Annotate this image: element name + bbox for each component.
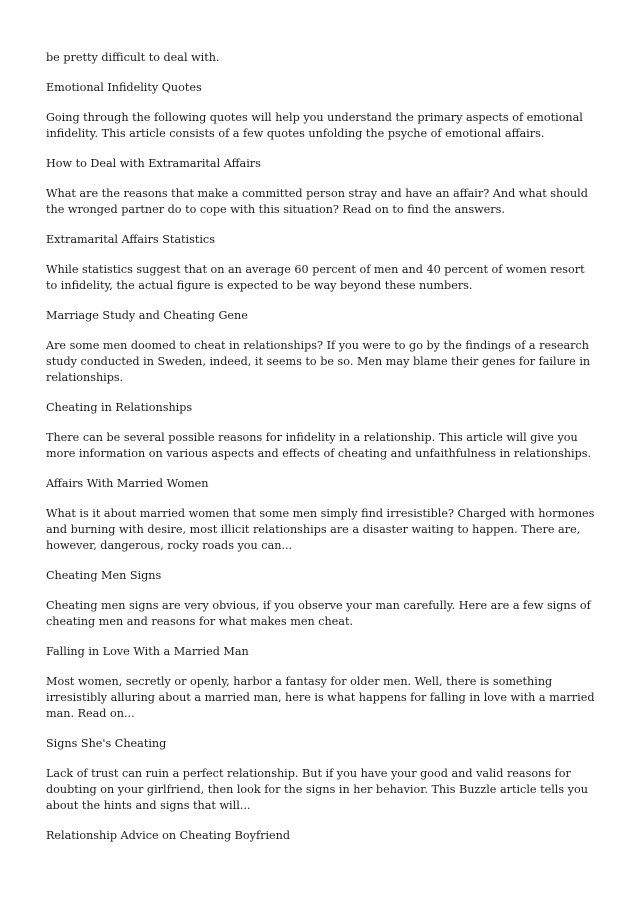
section-title: Falling in Love With a Married Man <box>46 645 249 658</box>
section-title: Cheating in Relationships <box>46 401 193 414</box>
section-body: Are some men doomed to cheat in relationships? If you were to go by the findings of a research study conducted in Sweden, indeed, it seems to be so. Men may blame their genes for failure in relationships. <box>46 339 591 384</box>
section-body: Cheating men signs are very obvious, if you observe your man carefully. Here are a few signs of cheating men and reasons for what makes men cheat. <box>46 599 591 628</box>
section-title: Relationship Advice on Cheating Boyfriend <box>46 829 291 842</box>
section-title: How to Deal with Extramarital Affairs <box>46 157 261 170</box>
section-body: Most women, secretly or openly, harbor a fantasy for older men. Well, there is something irresistibly alluring about a married man, here is what happens for falling in love with a married man. Read on... <box>46 675 595 720</box>
section-body: Going through the following quotes will help you understand the primary aspects of emotional infidelity. This article consists of a few quotes unfolding the psyche of emotional affairs. <box>46 111 583 140</box>
section-body: Lack of trust can ruin a perfect relationship. But if you have your good and valid reasons for doubting on your girlfriend, then look for the signs in her behavior. This Buzzle article tells you about the hints and signs that will... <box>46 767 588 812</box>
section-title: Affairs With Married Women <box>46 477 209 490</box>
section-title: Emotional Infidelity Quotes <box>46 81 202 94</box>
section-body: While statistics suggest that on an average 60 percent of men and 40 percent of women resort to infidelity, the actual figure is expected to be way beyond these numbers. <box>46 263 585 292</box>
section-body: What are the reasons that make a committed person stray and have an affair? And what should the wronged partner do to cope with this situation? Read on to find the answers. <box>46 187 588 216</box>
section-body: There can be several possible reasons for infidelity in a relationship. This article will give you more information on various aspects and effects of cheating and unfaithfulness in relationships. <box>46 431 592 460</box>
section-body: What is it about married women that some men simply find irresistible? Charged with hormones and burning with desire, most illicit relationships are a disaster waiting to happen. There are, however, dangerous, rocky roads you can... <box>46 507 595 552</box>
intro-fragment: be pretty difficult to deal with. <box>46 51 220 64</box>
section-title: Cheating Men Signs <box>46 569 162 582</box>
section-title: Signs She's Cheating <box>46 737 167 750</box>
section-title: Marriage Study and Cheating Gene <box>46 309 248 322</box>
document-page <box>46 50 598 858</box>
section-title: Extramarital Affairs Statistics <box>46 233 215 246</box>
